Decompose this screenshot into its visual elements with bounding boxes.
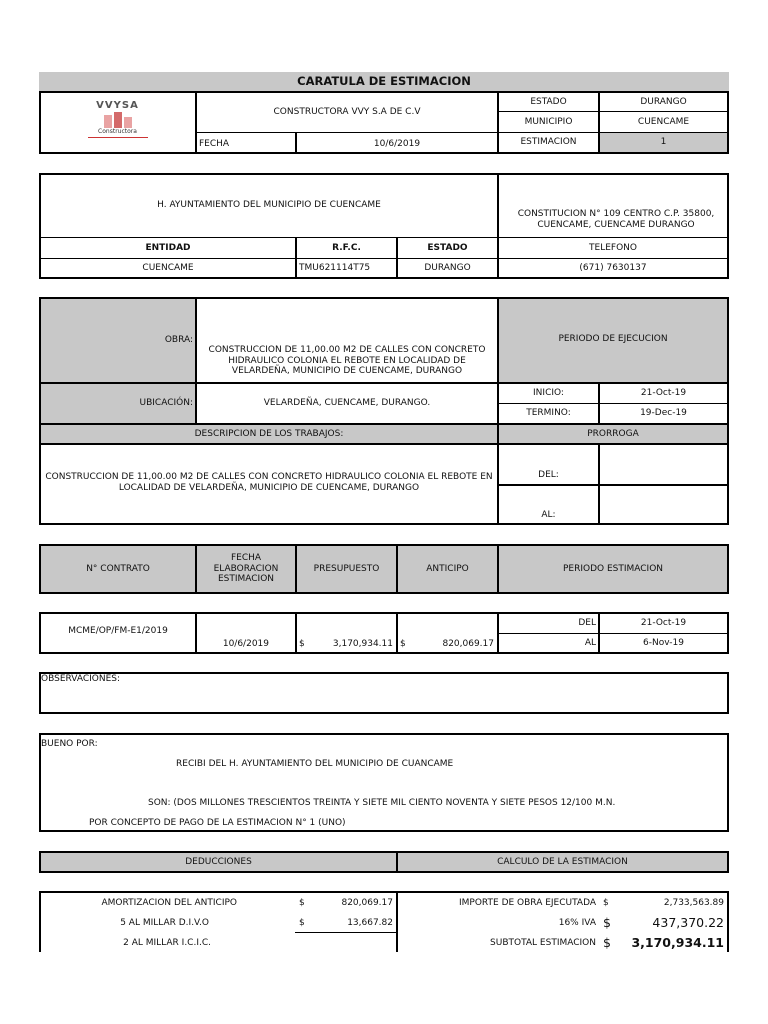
logo-subtitle: Constructora xyxy=(98,128,137,135)
descripcion-value: CONSTRUCCION DE 11,00.00 M2 DE CALLES CON CONCRETO HIDRAULICO COLONIA EL REBOTE EN LOCALIDAD DE VELARDEÑA, MUNICIPIO DE CUENCAME, DURANGO xyxy=(45,472,493,493)
municipio-value: CUENCAME xyxy=(637,116,690,127)
presupuesto-col-header: PRESUPUESTO xyxy=(313,563,380,574)
deduccion-label: 5 AL MILLAR D.I.V.O xyxy=(120,917,209,928)
inicio-label: INICIO: xyxy=(533,388,564,399)
descripcion-label: DESCRIPCION DE LOS TRABAJOS: xyxy=(194,428,344,439)
termino-value: 19-Dec-19 xyxy=(640,408,687,419)
logo-wordmark: VVYSA xyxy=(96,100,139,111)
estado-label: ESTADO xyxy=(530,96,567,107)
deducciones-header: DEDUCCIONES xyxy=(185,856,252,867)
anticipo-col-header: ANTICIPO xyxy=(426,563,469,574)
logo-underline xyxy=(88,137,148,138)
periodo-ejecucion-label: PERIODO DE EJECUCION xyxy=(558,333,668,344)
periodo-estimacion-col-header: PERIODO ESTIMACION xyxy=(562,563,664,574)
fecha-value: 10/6/2019 xyxy=(373,138,421,149)
municipio-label: MUNICIPIO xyxy=(524,116,573,127)
calculo-label: 16% IVA xyxy=(558,917,596,928)
observaciones-box xyxy=(39,672,729,714)
client-estado-value: DURANGO xyxy=(424,262,471,273)
calculo-value: 3,170,934.11 xyxy=(631,934,724,950)
fecha-elaboracion-col-header: FECHA ELABORACION ESTIMACION xyxy=(213,552,279,585)
deduccion-label: 2 AL MILLAR I.C.I.C. xyxy=(123,937,211,948)
entidad-label: ENTIDAD xyxy=(145,243,191,254)
rfc-label: R.F.C. xyxy=(332,243,361,254)
calculo-currency: $ xyxy=(603,897,609,908)
client-estado-label: ESTADO xyxy=(427,243,468,254)
concepto-text: POR CONCEPTO DE PAGO DE LA ESTIMACION N° 1 (UNO) xyxy=(89,818,346,828)
inicio-value: 21-Oct-19 xyxy=(640,388,687,399)
deduccion-currency: $ xyxy=(299,917,305,928)
telefono-label: TELEFONO xyxy=(589,243,637,254)
anticipo-currency: $ xyxy=(400,638,406,649)
son-text: SON: (DOS MILLONES TRESCIENTOS TREINTA Y SIETE MIL CIENTO NOVENTA Y SIETE PESOS 12/100 M.N. xyxy=(148,798,616,808)
periodo-al-label: AL xyxy=(584,637,596,648)
periodo-del-value: 21-Oct-19 xyxy=(640,618,687,629)
ubicacion-value: VELARDEÑA, CUENCAME, DURANGO. xyxy=(263,397,431,408)
contrato-col-header: N° CONTRATO xyxy=(86,563,150,574)
logo-building-icon xyxy=(98,112,138,128)
deduccion-currency xyxy=(297,935,317,951)
obra-label: OBRA: xyxy=(164,334,193,345)
prorroga-al-label: AL: xyxy=(541,509,556,520)
estado-value: DURANGO xyxy=(640,96,687,107)
calculo-header: CALCULO DE LA ESTIMACION xyxy=(497,856,628,867)
anticipo-value: 820,069.17 xyxy=(442,638,494,649)
calculo-value: 2,733,563.89 xyxy=(663,897,724,908)
periodo-al-value: 6-Nov-19 xyxy=(643,637,684,648)
company-name: CONSTRUCTORA VVY S.A DE C.V xyxy=(273,107,421,118)
presupuesto-value: 3,170,934.11 xyxy=(332,638,393,649)
fecha-elaboracion-value: 10/6/2019 xyxy=(222,638,269,649)
fecha-label: FECHA xyxy=(199,138,230,149)
obra-value: CONSTRUCCION DE 11,00.00 M2 DE CALLES CON CONCRETO HIDRAULICO COLONIA EL REBOTE EN LOCALIDAD DE VELARDEÑA, MUNICIPIO DE CUENCAME, DURANGO xyxy=(208,344,486,377)
prorroga-del-label: DEL: xyxy=(538,469,559,480)
client-name: H. AYUNTAMIENTO DEL MUNICIPIO DE CUENCAME xyxy=(157,199,381,210)
deduccion-value: 820,069.17 xyxy=(341,897,393,908)
page-title: CARATULA DE ESTIMACION xyxy=(39,72,729,92)
observaciones-label: OBSERVACIONES: xyxy=(41,674,121,684)
bueno-por-label: BUENO POR: xyxy=(41,739,98,749)
presupuesto-currency: $ xyxy=(299,638,305,649)
deduccion-value: 13,667.82 xyxy=(347,917,393,928)
calculo-label: IMPORTE DE OBRA EJECUTADA xyxy=(459,897,596,908)
contrato-value: MCME/OP/FM-E1/2019 xyxy=(68,625,168,636)
telefono-value: (671) 7630137 xyxy=(579,262,647,273)
calculo-value: 437,370.22 xyxy=(652,914,724,930)
company-logo xyxy=(80,100,155,146)
client-address: CONSTITUCION N° 109 CENTRO C.P. 35800, CUENCAME, CUENCAME DURANGO xyxy=(517,209,715,230)
ubicacion-label: UBICACIÓN: xyxy=(139,397,193,408)
estimacion-label: ESTIMACION xyxy=(520,137,577,148)
deduccion-label: AMORTIZACION DEL ANTICIPO xyxy=(101,897,237,908)
deduccion-value xyxy=(317,935,395,951)
rfc-value: TMU621114T75 xyxy=(299,262,371,273)
calculo-label: SUBTOTAL ESTIMACION xyxy=(490,937,596,948)
recibi-text: RECIBI DEL H. AYUNTAMIENTO DEL MUNICIPIO DE CUANCAME xyxy=(176,759,454,769)
calculo-currency: $ xyxy=(603,914,611,930)
estimacion-value: 1 xyxy=(600,133,727,152)
termino-label: TERMINO: xyxy=(526,408,571,419)
periodo-del-label: DEL xyxy=(578,618,596,629)
calculo-currency: $ xyxy=(603,934,611,950)
prorroga-label: PRORROGA xyxy=(587,428,639,439)
deduccion-currency: $ xyxy=(299,897,305,908)
entidad-value: CUENCAME xyxy=(142,262,194,273)
